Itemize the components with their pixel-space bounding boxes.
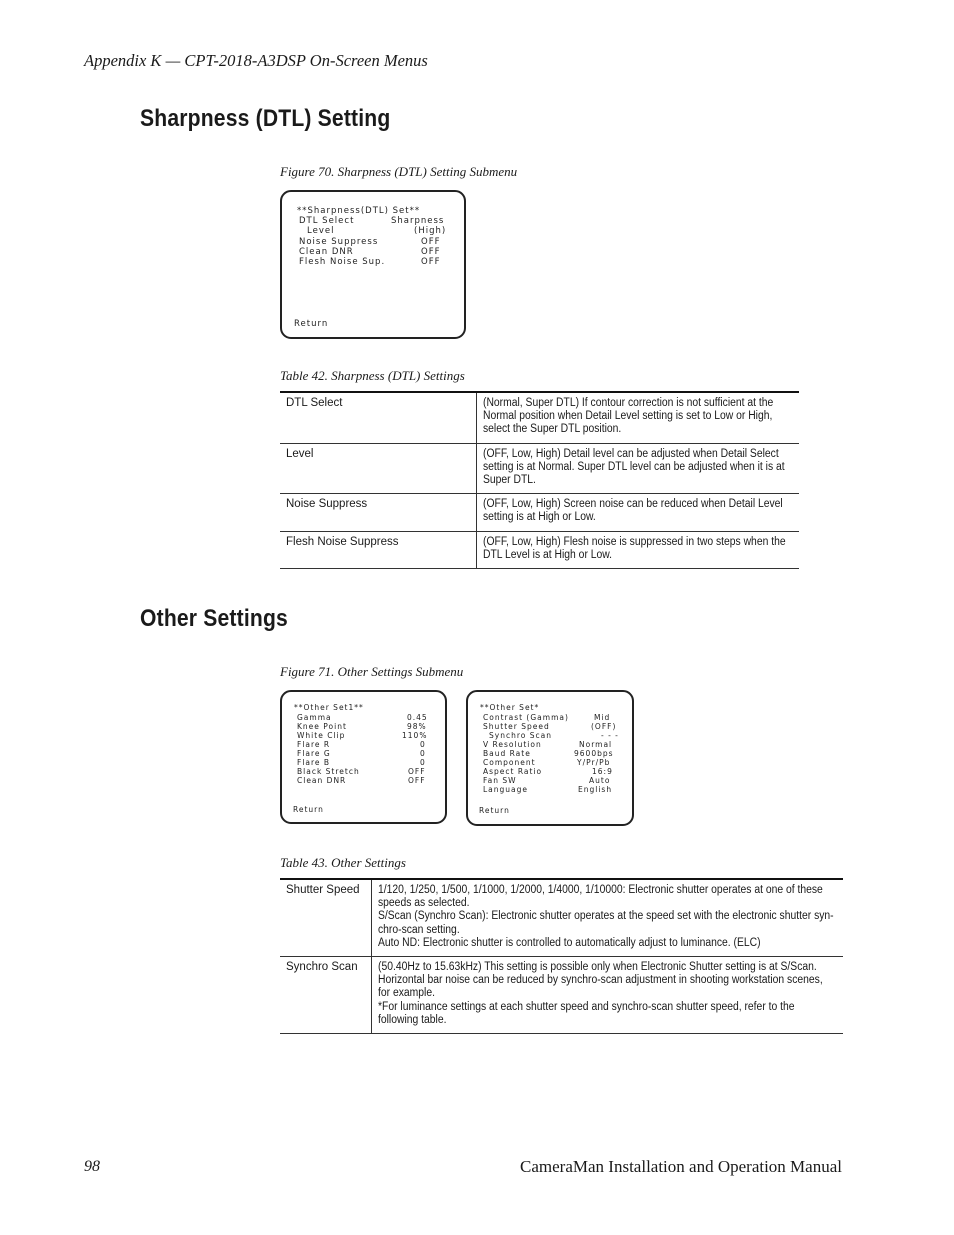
menu-item: Contrast (Gamma) Mid <box>483 713 611 722</box>
menu-return: Return <box>479 806 510 815</box>
menu-return: Return <box>294 319 329 329</box>
running-header: Appendix K — CPT-2018-A3DSP On-Screen Menus <box>84 51 428 70</box>
table-row <box>280 531 799 568</box>
menu-item: Language English <box>483 785 613 794</box>
table-cell-desc: (50.40Hz to 15.63kHz) This setting is possible only when Electronic Shutter setting is at S/Scan. Horizontal bar noise can be reduced by synchro-scan adjustment in shooting workstation scenes, for example. *For luminance settings at each shutter speed and synchro-scan shutter speed, refer to the following table. <box>372 957 844 1034</box>
table-43-caption: Table 43. Other Settings <box>280 855 406 870</box>
footer-manual-title: CameraMan Installation and Operation Manual <box>520 1157 842 1176</box>
figure-70-caption: Figure 70. Sharpness (DTL) Setting Submenu <box>280 164 518 179</box>
page-number: 98 <box>84 1158 100 1175</box>
table-row <box>280 494 799 531</box>
table-cell-name: DTL Select <box>280 392 477 443</box>
table-cell-desc: (OFF, Low, High) Screen noise can be reduced when Detail Level setting is at High or Low. <box>477 494 800 531</box>
menu-item: Flare B 0 <box>297 758 426 767</box>
menu-item: Level (High) <box>307 226 447 236</box>
table-cell-desc: (OFF, Low, High) Detail level can be adjusted when Detail Select setting is at Normal. Super DTL level can be adjusted when it is at Super DTL. <box>477 443 800 494</box>
section-heading-other: Other Settings <box>140 605 288 632</box>
menu-item: V Resolution Normal <box>483 740 613 749</box>
table-42-caption: Table 42. Sharpness (DTL) Settings <box>280 368 465 383</box>
other-set1-submenu-screen <box>280 690 447 824</box>
table-cell-desc: (OFF, Low, High) Flesh noise is suppressed in two steps when the DTL Level is at High or Low. <box>477 531 800 568</box>
menu-item: Aspect Ratio 16:9 <box>483 767 613 776</box>
other-set2-submenu-screen <box>466 690 634 826</box>
menu-item: Knee Point 98% <box>297 722 427 731</box>
table-cell-name: Noise Suppress <box>280 494 477 531</box>
menu-item: Fan SW Auto <box>483 776 611 785</box>
menu-item: Clean DNR OFF <box>297 776 426 785</box>
menu-title: **Sharpness(DTL) Set** <box>297 206 421 216</box>
table-cell-name: Level <box>280 443 477 494</box>
table-row <box>280 957 843 1034</box>
sharpness-submenu-screen <box>280 190 466 339</box>
sharpness-settings-table <box>280 391 799 569</box>
menu-item: DTL Select Sharpness <box>299 216 445 226</box>
menu-item: Black Stretch OFF <box>297 767 426 776</box>
menu-item: Flesh Noise Sup. OFF <box>299 257 441 267</box>
menu-item: White Clip 110% <box>297 731 428 740</box>
figure-71-caption: Figure 71. Other Settings Submenu <box>280 664 464 679</box>
menu-item: Component Y/Pr/Pb <box>483 758 611 767</box>
menu-item: Shutter Speed (OFF) <box>483 722 617 731</box>
other-settings-table <box>280 878 843 1034</box>
menu-item: Clean DNR OFF <box>299 247 441 257</box>
menu-item: Noise Suppress OFF <box>299 237 441 247</box>
menu-item: Gamma 0.45 <box>297 713 428 722</box>
menu-item: Flare G 0 <box>297 749 426 758</box>
menu-item: Synchro Scan - - - <box>489 731 619 740</box>
section-heading-sharpness: Sharpness (DTL) Setting <box>140 105 391 132</box>
table-cell-name: Synchro Scan <box>280 957 372 1034</box>
table-row <box>280 879 843 957</box>
table-cell-name: Flesh Noise Suppress <box>280 531 477 568</box>
table-cell-desc: 1/120, 1/250, 1/500, 1/1000, 1/2000, 1/4000, 1/10000: Electronic shutter operates at one of these speeds as selected. S/Scan (Synchro Scan): Electronic shutter operates at the speed set with the electronic shutter syn-chro-scan setting. Auto ND: Electronic shutter is controlled to automatically adjust to luminance. (ELC) <box>372 879 844 957</box>
menu-title: **Other Set1** <box>294 703 364 712</box>
table-cell-name: Shutter Speed <box>280 879 372 957</box>
menu-item: Baud Rate 9600bps <box>483 749 614 758</box>
menu-item: Flare R 0 <box>297 740 426 749</box>
table-row <box>280 443 799 494</box>
table-row <box>280 392 799 443</box>
menu-title: **Other Set* <box>480 703 540 712</box>
table-cell-desc: (Normal, Super DTL) If contour correction is not sufficient at the Normal position when Detail Level setting is set to Low or High, select the Super DTL position. <box>477 392 800 443</box>
menu-return: Return <box>293 805 324 814</box>
